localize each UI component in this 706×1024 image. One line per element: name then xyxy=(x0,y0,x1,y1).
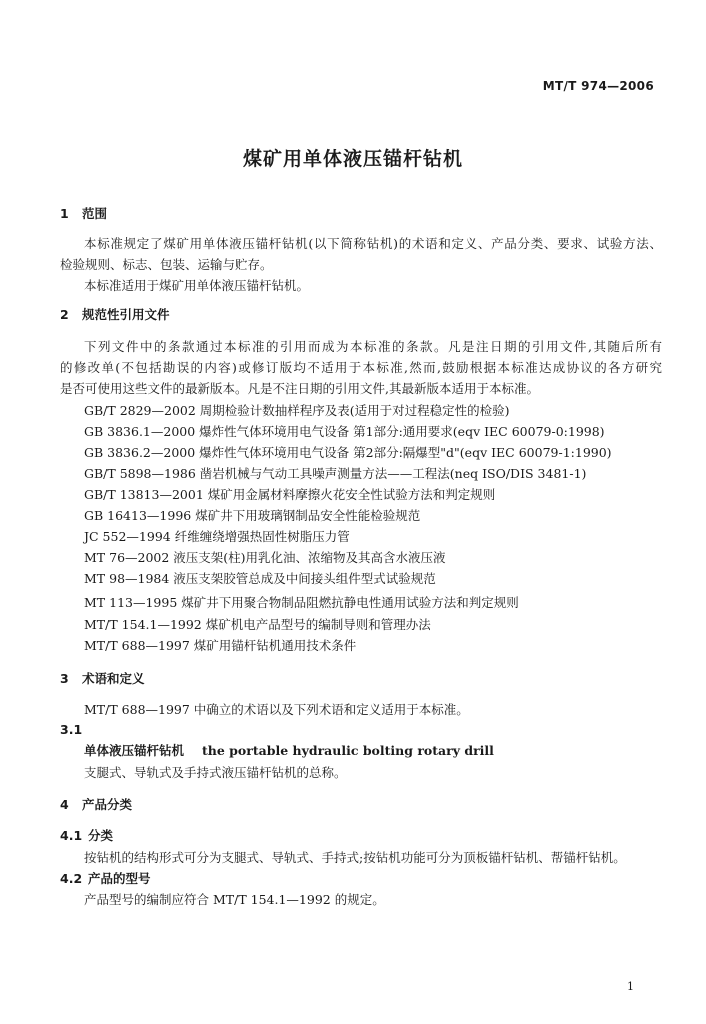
section-1-heading xyxy=(60,206,108,222)
reference-item: MT 98—1984 液压支架胶管总成及中间接头组件型式试验规范 xyxy=(84,571,436,586)
subsection-title: 分类 xyxy=(88,828,114,843)
reference-item: GB/T 2829—2002 周期检验计数抽样程序及表(适用于对过程稳定性的检验) xyxy=(84,403,510,418)
reference-item: GB 3836.1—2000 爆炸性气体环境用电气设备 第1部分:通用要求(eqv IEC 60079-0:1998) xyxy=(84,424,605,439)
reference-item: GB/T 5898—1986 凿岩机械与气动工具噪声测量方法——工程法(neq ISO/DIS 3481-1) xyxy=(84,466,587,481)
reference-item: GB/T 13813—2001 煤矿用金属材料摩擦火花安全性试验方法和判定规则 xyxy=(84,487,496,502)
subsection-title: 产品的型号 xyxy=(88,871,151,886)
section-title: 产品分类 xyxy=(82,797,133,812)
term-definition: 支腿式、导轨式及手持式液压锚杆钻机的总称。 xyxy=(84,765,347,780)
section-number: 3 xyxy=(60,671,69,686)
section-2-heading xyxy=(60,307,170,323)
paragraph-line: 的修改单(不包括勘误的内容)或修订版均不适用于本标准,然而,鼓励根据本标准达成协议的各方研究 xyxy=(60,360,662,375)
section-4-heading xyxy=(60,797,133,813)
paragraph-line: MT/T 688—1997 中确立的术语以及下列术语和定义适用于本标准。 xyxy=(84,702,469,717)
paragraph-line: 检验规则、标志、包装、运输与贮存。 xyxy=(60,257,273,272)
reference-item: GB 3836.2—2000 爆炸性气体环境用电气设备 第2部分:隔爆型"d"(eqv IEC 60079-1:1990) xyxy=(84,445,612,460)
section-3-heading xyxy=(60,671,145,687)
document-title: 煤矿用单体液压锚杆钻机 xyxy=(242,148,463,170)
subsection-number: 4.1 xyxy=(60,828,83,843)
paragraph-line: 按钻机的结构形式可分为支腿式、导轨式、手持式;按钻机功能可分为顶板锚杆钻机、帮锚杆钻机。 xyxy=(84,850,626,865)
reference-item: JC 552—1994 纤维缠绕增强热固性树脂压力管 xyxy=(84,529,350,544)
term-entry xyxy=(84,743,494,759)
term-english: the portable hydraulic bolting rotary drill xyxy=(202,743,494,758)
subsection-4-2-heading xyxy=(60,871,151,887)
subsection-number: 4.2 xyxy=(60,871,83,886)
subsection-4-1-heading xyxy=(60,828,114,844)
paragraph-line: 本标准规定了煤矿用单体液压锚杆钻机(以下简称钻机)的术语和定义、产品分类、要求、试验方法、 xyxy=(84,236,662,251)
section-title: 规范性引用文件 xyxy=(82,307,170,322)
paragraph-line: 产品型号的编制应符合 MT/T 154.1—1992 的规定。 xyxy=(84,892,385,907)
paragraph-line: 本标准适用于煤矿用单体液压锚杆钻机。 xyxy=(84,278,310,293)
reference-item: MT 76—2002 液压支架(柱)用乳化油、浓缩物及其高含水液压液 xyxy=(84,550,446,565)
section-number: 1 xyxy=(60,206,69,221)
page-number: 1 xyxy=(627,980,634,993)
standard-number: MT/T 974—2006 xyxy=(542,79,654,93)
reference-item: MT/T 154.1—1992 煤矿机电产品型号的编制导则和管理办法 xyxy=(84,617,431,632)
reference-item: MT 113—1995 煤矿井下用聚合物制品阻燃抗静电性通用试验方法和判定规则 xyxy=(84,595,519,610)
section-title: 范围 xyxy=(82,206,108,221)
reference-item: GB 16413—1996 煤矿井下用玻璃钢制品安全性能检验规范 xyxy=(84,508,421,523)
paragraph-line: 下列文件中的条款通过本标准的引用而成为本标准的条款。凡是注日期的引用文件,其随后所有 xyxy=(84,339,662,354)
paragraph-line: 是否可使用这些文件的最新版本。凡是不注日期的引用文件,其最新版本适用于本标准。 xyxy=(60,381,539,396)
section-number: 4 xyxy=(60,797,69,812)
section-title: 术语和定义 xyxy=(82,671,145,686)
term-chinese: 单体液压锚杆钻机 xyxy=(84,743,185,758)
reference-item: MT/T 688—1997 煤矿用锚杆钻机通用技术条件 xyxy=(84,638,357,653)
subsection-number: 3.1 xyxy=(60,722,83,737)
section-number: 2 xyxy=(60,307,69,322)
